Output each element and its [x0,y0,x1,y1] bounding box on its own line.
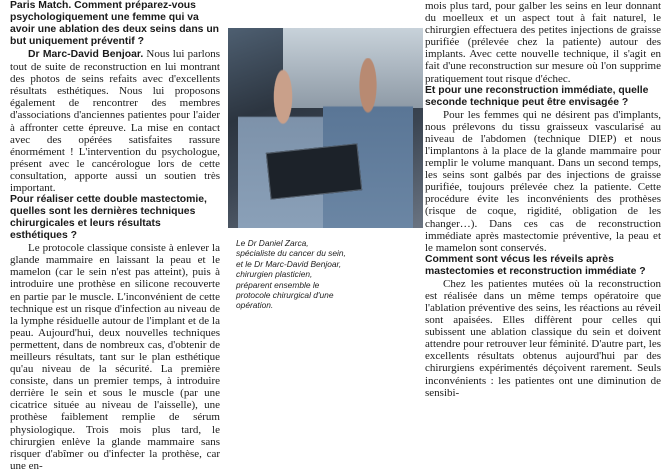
question-3: Et pour une reconstruction immédiate, quelle seconde technique peut être envisagée ? [425,84,649,108]
answer-1 [10,48,220,194]
paragraph-continued: mois plus tard, pour galber les seins en leur donnant du moelleux et un aspect tout à fait naturel, le chirurgien effectuera des petites injections de graisse purifiée (prélevée chez la patiente) autour des implants. Avec cette nouvelle technique, il s'agit en fait d'une reconstruction sur mesure où l'on supprime pratiquement tout risque d'échec. [425,0,661,85]
answer-1-text: Nous lui parlons tout de suite de reconstruction en lui montrant des photos de seins refaits avec d'excellents résultats esthétiques. Nous lui proposons également de rencontrer des membres d'associations d'anciennes patientes pour l'aider à affronter cette épreuve. La mise en contact avec des opérées satisfaites rassure énormément ! L'intervention du psychologue, présent avec le cancérologue lors de cette consultation, apporte aussi un soutien très important. [10,48,220,195]
photo-caption: Le Dr Daniel Zarca, spécialiste du cancer du sein, et le Dr Marc-David Benjoar, chirurgien plasticien, préparent ensemble le protocole chirurgical d'une opération. [236,238,346,311]
surgeon-figure [323,58,413,228]
right-column [425,0,661,399]
answer-4: Chez les patientes mutées où la reconstruction est réalisée dans un même temps opératoire que l'ablation préventive des seins, les réactions au réveil sont apaisées. Elles diffèrent pour celles qui subissent une ablation classique du sein et doivent attendre pour retrouver leur féminité. D'autre part, les excellents résultats obtenus aujourd'hui par des chirurgiens expérimentés déçoivent rarement. Seuls inconvénients : les patientes ont une diminution de sensibi- [425,277,661,399]
answer-2: Le protocole classique consiste à enlever la glande mammaire en laissant la peau et le mamelon (car le sein n'est pas atteint), puis à introduire une prothèse en silicone recouverte en partie par le muscle. L'inconvénient de cette technique est un risque d'infection au niveau de la lymphe résiduelle autour de l'implant et de la peau. Aujourd'hui, deux nouvelles techniques permettent, dans de nombreux cas, d'obtenir de meilleurs résultats, tant sur le plan esthétique qu'au niveau de la sécurité. La première consiste, dans un premier temps, à introduire derrière le sein et sous le muscle (par une cicatrice située au niveau de l'aisselle), une prothèse faiblement remplie de sérum physiologique. Trois mois plus tard, le chirurgien enlève la glande mammaire sans risquer d'abîmer ou d'infecter la prothèse, car une en- [10,242,220,472]
speaker-name: Dr Marc-David Benjoar. [28,49,144,60]
answer-3: Pour les femmes qui ne désirent pas d'implants, nous prélevons du tissu graisseux vascularisé au niveau de l'abdomen (technique DIEP) et nous l'implantons à la place de la glande mammaire pour remplir le volume manquant. Dans un second temps, les seins sont galbés par des injections de graisse purifiée, toujours prélevée chez la patiente. Cette procédure évite les inconvénients des prothèses (risque de coque, rigidité, obligation de les changer…). Dans ces cas de reconstruction immédiate après mastectomie préventive, la peau et le mamelon sont conservés. [425,108,661,254]
question-1: Paris Match. Comment préparez-vous psychologiquement une femme qui va avoir une ablation des deux seins dans un but uniquement préventif ? [10,0,220,47]
x-ray-film [266,143,362,199]
question-2: Pour réaliser cette double mastectomie, quelles sont les dernières techniques chirurgicales et leurs résultats esthétiques ? [10,194,207,242]
surgeons-photo [228,28,423,228]
question-4: Comment sont vécus les réveils après mastectomies et reconstruction immédiate ? [425,253,646,277]
